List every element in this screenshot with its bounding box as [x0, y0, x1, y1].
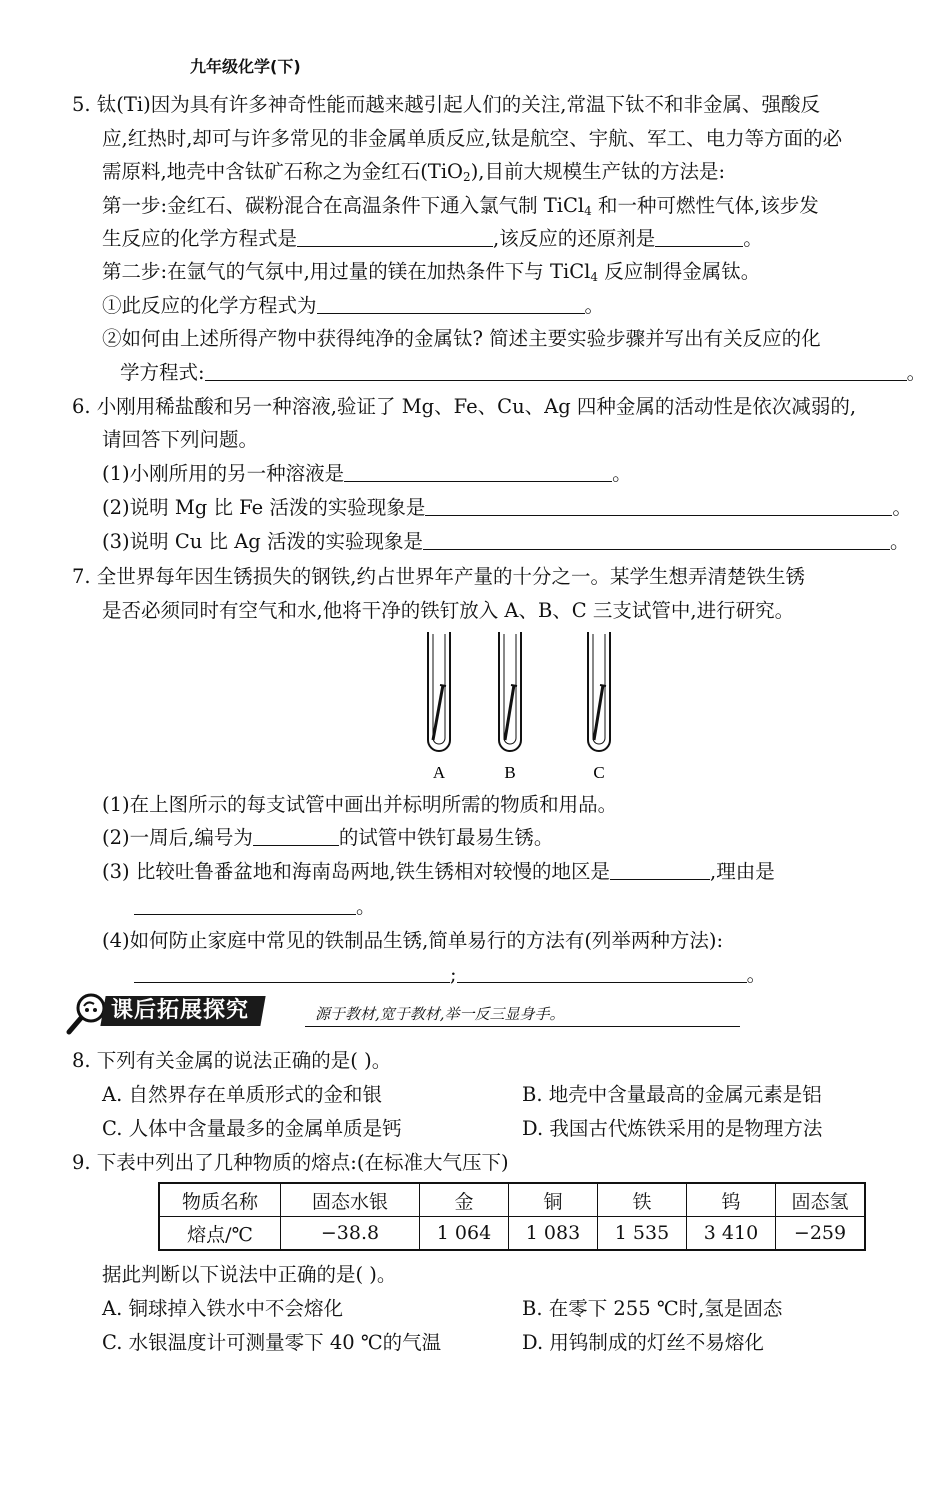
q8-option-b[interactable]: B. 地壳中含量最高的金属元素是铝 [522, 1083, 822, 1106]
q5-line-5: 生反应的化学方程式是 ,该反应的还原剂是 。 [102, 222, 950, 256]
table-cell: 金 [420, 1183, 509, 1217]
test-tube-a [428, 632, 450, 751]
q8-stem: 8. 下列有关金属的说法正确的是( )。 [72, 1049, 392, 1072]
answer-blank[interactable] [655, 224, 743, 247]
table-cell: 固态氢 [776, 1183, 866, 1217]
answer-blank[interactable] [253, 823, 339, 846]
table-cell: −259 [776, 1217, 866, 1251]
table-cell: 铁 [598, 1183, 687, 1217]
q9-option-b[interactable]: B. 在零下 255 ℃时,氢是固态 [522, 1297, 783, 1320]
q7-line-3: (1)在上图所示的每支试管中画出并标明所需的物质和用品。 [102, 793, 618, 816]
q8-option-a[interactable]: A. 自然界存在单质形式的金和银 [102, 1083, 382, 1106]
q5-line-2: 应,红热时,却可与许多常见的非金属单质反应,钛是航空、宇航、军工、电力等方面的必 [102, 127, 843, 150]
table-cell: 物质名称 [159, 1183, 281, 1217]
table-cell: 3 410 [687, 1217, 776, 1251]
q7-line-6: 。 [134, 890, 950, 924]
table-header-row [159, 1183, 865, 1217]
melting-point-table [158, 1182, 866, 1251]
tube-label-b: B [504, 763, 516, 782]
q9-ask: 据此判断以下说法中正确的是( )。 [102, 1263, 397, 1286]
q5-line-6: 第二步:在氩气的气氛中,用过量的镁在加热条件下与 TiCl$_4$ 反应制得金属钛。 [102, 260, 761, 284]
table-cell: −38.8 [281, 1217, 420, 1251]
answer-blank[interactable] [134, 960, 450, 983]
q5-line-9: 学方程式: 。 [120, 356, 950, 390]
table-cell: 铜 [509, 1183, 598, 1217]
q6-line-3: (1)小刚所用的另一种溶液是 。 [102, 457, 950, 491]
q5-line-3: 需原料,地壳中含钛矿石称之为金红石(TiO$_2$),目前大规模生产钛的方法是: [102, 160, 726, 184]
q5-line-7: ①此反应的化学方程式为 。 [102, 289, 950, 323]
banner-subtitle: 源于教材,宽于教材,举一反三显身手。 [315, 1005, 565, 1023]
q7-line-7: (4)如何防止家庭中常见的铁制品生锈,简单易行的方法有(列举两种方法): [102, 929, 724, 952]
q5-line-1: 5. 钛(Ti)因为具有许多神奇性能而越来越引起人们的关注,常温下钛不和非金属、强酸反 [72, 93, 820, 116]
answer-blank[interactable] [205, 358, 907, 381]
tube-label-a: A [432, 763, 446, 782]
answer-blank[interactable] [317, 291, 585, 314]
q6-line-1: 6. 小刚用稀盐酸和另一种溶液,验证了 Mg、Fe、Cu、Ag 四种金属的活动性是依次减弱的, [72, 395, 857, 418]
banner-title: 课后拓展探究 [100, 996, 265, 1026]
answer-blank[interactable] [134, 892, 356, 915]
q6-line-2: 请回答下列问题。 [102, 428, 259, 451]
test-tube-c [588, 632, 610, 751]
q5-line-4: 第一步:金红石、碳粉混合在高温条件下通入氯气制 TiCl$_4$ 和一种可燃性气体,该步发 [102, 194, 819, 218]
q9-option-a[interactable]: A. 铜球掉入铁水中不会熔化 [102, 1297, 343, 1320]
table-cell: 钨 [687, 1183, 776, 1217]
tube-label-c: C [593, 763, 605, 782]
table-cell: 1 535 [598, 1217, 687, 1251]
q5-line-8: ②如何由上述所得产物中获得纯净的金属钛? 简述主要实验步骤并写出有关反应的化 [102, 327, 821, 350]
answer-blank[interactable] [457, 960, 747, 983]
q7-line-1: 7. 全世界每年因生锈损失的钢铁,约占世界年产量的十分之一。某学生想弄清楚铁生锈 [72, 565, 806, 588]
q9-stem: 9. 下表中列出了几种物质的熔点:(在标准大气压下) [72, 1151, 509, 1174]
q8-option-c[interactable]: C. 人体中含量最多的金属单质是钙 [102, 1117, 402, 1140]
answer-blank[interactable] [297, 224, 493, 247]
table-row [159, 1217, 865, 1251]
page-header: 九年级化学(下) [190, 57, 301, 76]
table-cell: 熔点/℃ [159, 1217, 281, 1251]
table-cell: 1 083 [509, 1217, 598, 1251]
q9-option-d[interactable]: D. 用钨制成的灯丝不易熔化 [522, 1331, 764, 1354]
q7-line-2: 是否必须同时有空气和水,他将干净的铁钉放入 A、B、C 三支试管中,进行研究。 [102, 599, 795, 622]
answer-blank[interactable] [423, 527, 890, 550]
table-cell: 固态水银 [281, 1183, 420, 1217]
q6-line-4: (2)说明 Mg 比 Fe 活泼的实验现象是 。 [102, 491, 950, 525]
q7-line-4: (2)一周后,编号为 的试管中铁钉最易生锈。 [102, 821, 950, 855]
q7-line-8: ; 。 [134, 958, 950, 992]
q6-line-5: (3)说明 Cu 比 Ag 活泼的实验现象是 。 [102, 525, 950, 559]
test-tube-b [499, 632, 521, 751]
q9-option-c[interactable]: C. 水银温度计可测量零下 40 ℃的气温 [102, 1331, 442, 1354]
table-cell: 1 064 [420, 1217, 509, 1251]
answer-blank[interactable] [610, 857, 710, 880]
section-banner [65, 990, 885, 1036]
test-tubes-figure [410, 630, 630, 790]
answer-blank[interactable] [344, 459, 612, 482]
banner-underline [305, 1026, 740, 1027]
answer-blank[interactable] [425, 493, 892, 516]
q7-line-5: (3) 比较吐鲁番盆地和海南岛两地,铁生锈相对较慢的地区是 ,理由是 [102, 855, 950, 889]
q8-option-d[interactable]: D. 我国古代炼铁采用的是物理方法 [522, 1117, 823, 1140]
